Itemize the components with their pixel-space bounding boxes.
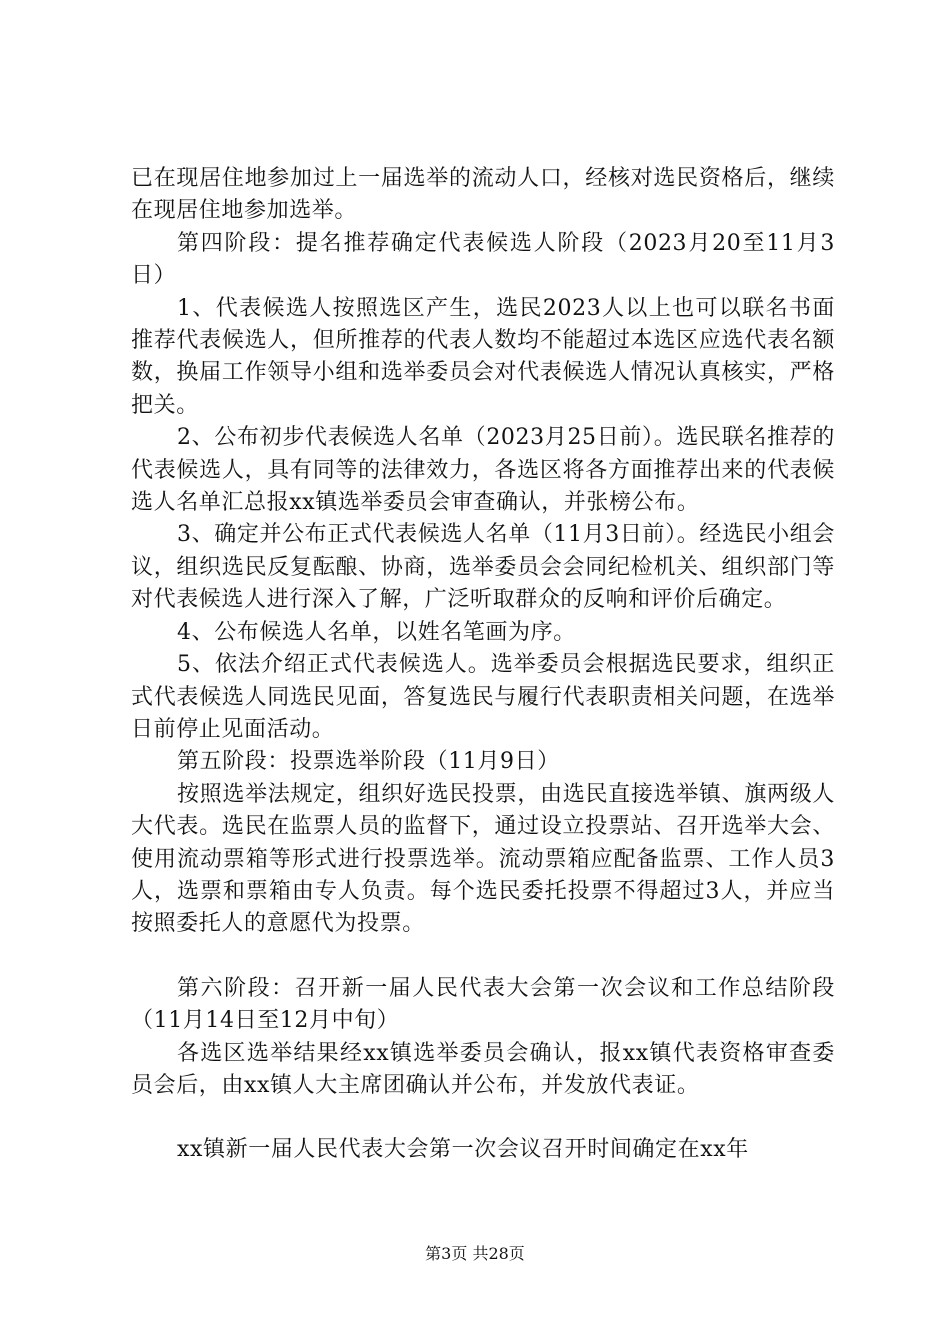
paragraph-9: 按照选举法规定，组织好选民投票，由选民直接选举镇、旗两级人大代表。选民在监票人员的监督下，通过设立投票站、召开选举大会、使用流动票箱等形式进行投票选举。流动票箱应配备监票、工作人员3人，选票和票箱由专人负责。每个选民委托投票不得超过3人，并应当按照委托人的意愿代为投票。 bbox=[131, 781, 835, 937]
paragraph-6: 4、公布候选人名单，以姓名笔画为序。 bbox=[177, 619, 576, 645]
paragraph-1: 已在现居住地参加过上一届选举的流动人口，经核对选民资格后，继续在现居住地参加选举。 bbox=[131, 166, 835, 224]
paragraph-12: xx镇新一届人民代表大会第一次会议召开时间确定在xx年 bbox=[177, 1137, 749, 1163]
paragraph-5: 3、确定并公布正式代表候选人名单（11月3日前）。经选民小组会议，组织选民反复酝酿、协商，选举委员会会同纪检机关、组织部门等对代表候选人进行深入了解，广泛听取群众的反响和评价后确定。 bbox=[131, 522, 835, 613]
stage-five-heading: 第五阶段：投票选举阶段（11月9日） bbox=[177, 749, 560, 775]
paragraph-3: 1、代表候选人按照选区产生，选民2023人以上也可以联名书面推荐代表候选人，但所推荐的代表人数均不能超过本选区应选代表名额数，换届工作领导小组和选举委员会对代表候选人情况认真核实，严格把关。 bbox=[131, 295, 835, 418]
paragraph-4: 2、公布初步代表候选人名单（2023月25日前）。选民联名推荐的代表候选人，具有同等的法律效力，各选区将各方面推荐出来的代表候选人名单汇总报xx镇选举委员会审查确认，并张榜公布。 bbox=[131, 425, 835, 516]
stage-four-heading: 第四阶段：提名推荐确定代表候选人阶段（2023月20至11月3日） bbox=[131, 230, 835, 289]
document-body bbox=[131, 163, 835, 1167]
page-footer: 第3页 共28页 bbox=[425, 1244, 525, 1263]
paragraph-7: 5、依法介绍正式代表候选人。选举委员会根据选民要求，组织正式代表候选人同选民见面，答复选民与履行代表职责相关问题，在选举日前停止见面活动。 bbox=[131, 652, 835, 742]
stage-six-heading: 第六阶段：召开新一届人民代表大会第一次会议和工作总结阶段（11月14日至12月中旬） bbox=[131, 975, 835, 1034]
paragraph-11: 各选区选举结果经xx镇选举委员会确认，报xx镇代表资格审查委员会后，由xx镇人大主席团确认并公布，并发放代表证。 bbox=[131, 1040, 835, 1098]
